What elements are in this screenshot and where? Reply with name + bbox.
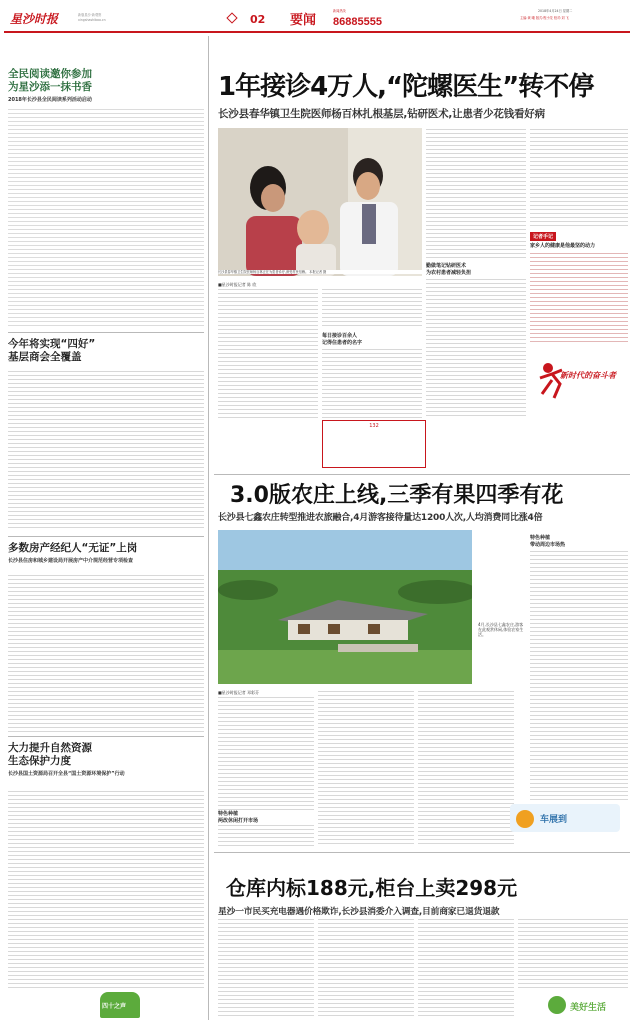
top-story-subheadline: 长沙县春华镇卫生院医师杨百林扎根基层,钻研医术,让患者少花钱看好病 [218,108,545,120]
masthead-note: 新版星沙·新观察 [78,13,102,17]
top-story-col4 [530,128,628,228]
left-story-4-body [8,790,204,990]
third-story-subheadline: 星沙一市民买充电器遇价格欺诈,长沙县消委介入调查,目前商家已退货退款 [218,907,500,917]
third-story-col1 [218,918,314,1018]
top-story-col3b [426,278,526,418]
third-story-col3 [418,918,514,1018]
left-story-3-subtitle: 长沙县住房和城乡建设局开展房产中介规范经营专项检查 [8,558,134,564]
car-show-text: 车展到 [540,815,568,825]
top-story-headline: 1年接诊4万人,“陀螺医生”转不停 [218,72,594,102]
left-story-1-subtitle: 2018年长沙县全民阅读系列活动启动 [8,97,92,103]
commentary-label: 记者手记 [530,232,556,241]
top-photo-caption: 长沙县春华镇卫生院医师杨百林正在为患者诊疗,深受村民信赖。 本报记者 摄 [218,270,422,274]
second-story-col2 [318,690,414,846]
second-story-intro: ■星沙时报记者 邓彩芬 [218,690,260,695]
ad-placeholder [322,420,426,468]
left-story-4 [8,742,204,777]
left-story-4-title: 大力提升自然资源 生态保护力度 [8,742,92,767]
third-story-col2 [318,918,414,1018]
ad-label: 132 [369,423,379,429]
left-story-3-body [8,574,204,734]
second-story-col4 [530,550,628,800]
top-story-col2 [322,288,422,328]
second-subhead-2-line2: 带动周边市场热 [530,542,566,548]
left-story-2-body [8,370,204,530]
farm-landscape-illustration [218,530,472,684]
second-story-subheadline: 长沙县七鑫农庄转型推进农旅融合,4月游客接待量达1200人次,人均消费同比涨4倍 [218,513,543,523]
second-photo-caption: 4月,长沙县七鑫农庄,游客在此观赏休闲,体验农家生活。 [478,622,524,637]
second-subhead-1-line2: 两改休闲打开市场 [218,818,259,824]
promo-text: 新时代的奋斗者 [560,371,616,380]
good-life-logo-text: 美好生活 [570,1003,607,1013]
top-story-subhead-2 [426,262,526,276]
left-bottom-logo [100,992,140,1018]
top-story-col3 [426,128,526,258]
second-story-subhead-2 [530,534,628,548]
top-story-col1 [218,288,318,418]
left-story-2-title: 今年将实现“四好” 基层商会全覆盖 [8,338,96,363]
second-subhead-1-line1: 特色种植 [218,811,239,817]
doctor-patient-illustration [218,128,422,276]
issue-date: 2018年4月24日 星期二 [538,9,573,13]
commentary-box [530,232,628,414]
second-story-col3 [418,690,514,846]
good-life-logo [548,994,630,1018]
promo-badge [530,350,620,406]
left-story-1 [8,68,204,103]
column-divider-left [208,36,209,1020]
left-story-4-subtitle: 长沙县国土资源局召开全县“国土资源环境保护”行动 [8,771,125,777]
header-rule [4,31,630,33]
subhead-1-line1: 每日接诊百余人 [322,333,358,339]
left-story-1-title: 全民阅读邀你参加 为星沙添一抹书香 [8,68,92,93]
commentary-body [530,252,628,342]
second-subhead-2-line1: 特色种植 [530,535,551,541]
page-number-box [228,8,278,30]
car-show-badge [510,804,620,832]
third-story-headline: 仓库内标188元,柜台上卖298元 [226,876,518,900]
masthead-logo: 星沙时报 [10,12,59,26]
subhead-1-line2: 记得住患者的名字 [322,340,363,346]
second-story-photo [218,530,472,684]
masthead-url: xingshashibao.cn [78,18,106,22]
second-story-subhead-1 [218,810,314,824]
top-story-col2b [322,348,422,418]
masthead-area [4,6,214,30]
left-story-2 [8,338,204,364]
subhead-2-line2: 为农村患者减轻负担 [426,270,472,276]
left-story-3 [8,542,204,564]
hotline-label: 新闻热线 [333,9,346,13]
top-story-intro: ■星沙时报记者 陈 欣 [218,282,257,287]
top-story-subhead-1 [322,332,422,346]
commentary-title: 家乡人的健康是他最坚的动力 [530,243,596,249]
left-bottom-logo-text: 四十之声 [102,1003,127,1010]
second-story-headline: 3.0版农庄上线,三季有果四季有花 [230,483,564,508]
top-story-photo [218,128,422,276]
section-title: 要闻 [290,13,317,28]
left-story-3-title: 多数房产经纪人“无证”上岗 [8,542,138,554]
page-number: 02 [250,13,266,26]
left-story-1-body [8,108,204,328]
editor-credit: 主编:黄 曦 版式:程小龙 校对:刘 飞 [520,16,569,20]
hotline-number: 86885555 [333,16,382,28]
subhead-2-line1: 勤做笔记钻研医术 [426,263,467,269]
third-story-col4 [518,918,628,988]
